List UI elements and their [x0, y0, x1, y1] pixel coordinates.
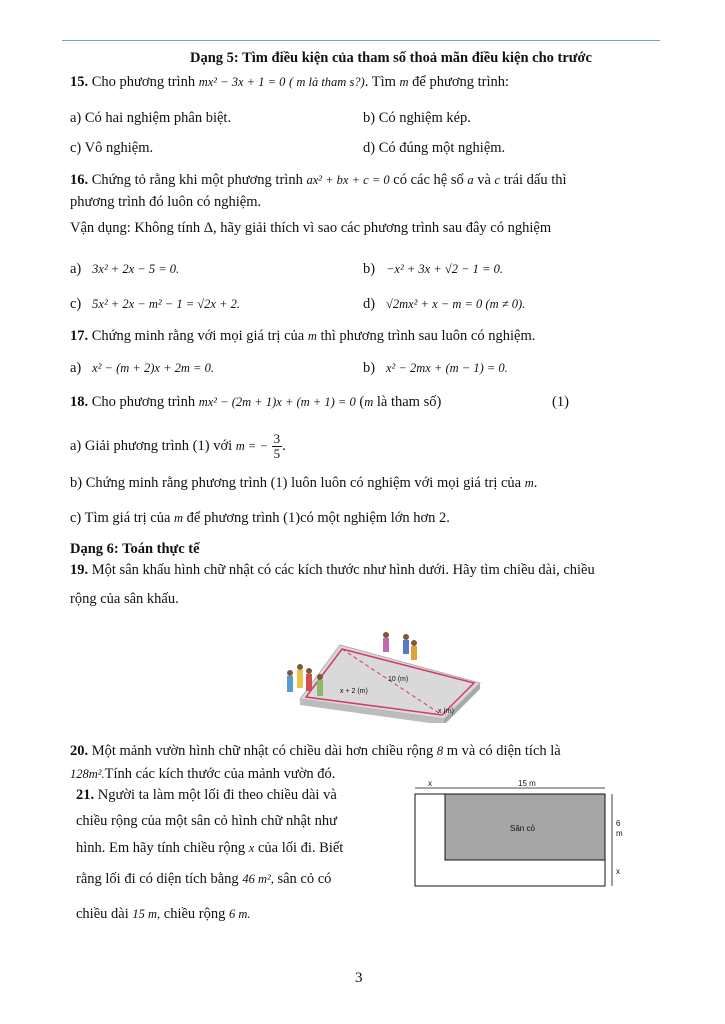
section-6-title: Dạng 6: Toán thực tế: [70, 541, 200, 557]
q18-paren: (: [359, 394, 365, 410]
q15-param-note: ( m là tham s?): [289, 75, 365, 89]
q18-fraction-den: 5: [273, 446, 281, 461]
q18-part-c: [70, 510, 450, 527]
q16-equation: ax² + bx + c = 0: [306, 173, 390, 187]
q17-stem: [70, 328, 535, 345]
q15-tail: . Tìm: [364, 74, 396, 90]
q18-part-c-text: c) Tìm giá trị của: [70, 510, 171, 526]
q15-stem: [70, 74, 509, 91]
header-rule: [62, 40, 660, 41]
q20-area: 128m².: [70, 767, 105, 781]
q15-option-d: d) Có đúng một nghiệm.: [363, 140, 506, 156]
stage-figure: [282, 623, 482, 723]
q16-part-d-label: d): [363, 296, 376, 312]
q15-stem-text: Cho phương trình: [91, 74, 196, 90]
q18-part-b-dot: .: [533, 475, 538, 491]
q16-text-b: có các hệ số: [393, 172, 464, 188]
q17-part-b: [363, 360, 508, 377]
q20-number: 20.: [70, 743, 89, 759]
q16-delta: Δ,: [203, 220, 217, 236]
q20-text: Một mảnh vườn hình chữ nhật có chiều dài hơn chiều rộng: [91, 743, 434, 759]
q18-number: 18.: [70, 394, 89, 410]
q18-tag: (1): [552, 394, 569, 410]
q18-part-c-var: m: [174, 511, 184, 525]
q20-unit-text: m và có diện tích là: [446, 743, 561, 759]
q18-part-c-text2: để phương trình: [186, 510, 280, 526]
q21-text3a: hình. Em hãy tính chiều rộng: [76, 840, 246, 856]
q16-line1: [70, 172, 567, 189]
q20-line1: [70, 743, 561, 760]
q21-text4a: rằng lối đi có diện tích bằng: [76, 871, 239, 887]
q21-text5b: chiều rộng: [163, 906, 226, 922]
q16-coef-c: c: [494, 173, 501, 187]
q21-length: 15 m,: [132, 907, 161, 921]
q16-part-c-label: c): [70, 296, 82, 312]
q21-text1: Người ta làm một lối đi theo chiều dài và: [97, 787, 337, 803]
q18-part-c-text3: có một nghiệm lớn hơn 2.: [300, 510, 450, 526]
q17-part-b-label: b): [363, 360, 376, 376]
q18-equation: mx² − (2m + 1)x + (m + 1) = 0: [198, 395, 356, 409]
fig-x-top: x: [428, 779, 432, 788]
q18-part-a-eq: m = −: [235, 438, 268, 453]
q19-number: 19.: [70, 562, 89, 578]
q18-stem-text: Cho phương trình: [91, 394, 196, 410]
q16-part-d-eq: √2mx² + x − m = 0 (m ≠ 0).: [385, 297, 526, 311]
q17-number: 17.: [70, 328, 89, 344]
field-figure: [410, 778, 632, 890]
q18-part-a: [70, 432, 286, 461]
q21-text4b: sân cỏ có: [277, 871, 332, 887]
q18-part-b-text: b) Chứng minh rằng phương trình: [70, 475, 267, 491]
q16-apply: [70, 220, 551, 237]
q21-area: 46 m²,: [242, 872, 274, 886]
section-5-title: Dạng 5: Tìm điều kiện của tham số thoả mãn điều kiện cho trước: [190, 50, 592, 66]
q15-option-c: c) Vô nghiệm.: [70, 140, 154, 156]
q16-apply-text2: hãy giải thích vì sao các phương trình sau đây có nghiệm: [220, 220, 552, 236]
q16-part-b: [363, 261, 503, 278]
q21-line1: [76, 787, 337, 804]
q16-apply-text: Vận dụng: Không tính: [70, 220, 201, 236]
q16-text-c: trái dấu thì: [503, 172, 567, 188]
q15-option-a: a) Có hai nghiệm phân biệt.: [70, 110, 232, 126]
q17-text1: Chứng minh rằng với mọi giá trị của: [91, 328, 305, 344]
q16-part-a: [70, 261, 179, 278]
q18-var: m: [364, 395, 374, 409]
q18-part-b-tag: (1): [270, 475, 288, 491]
q16-number: 16.: [70, 172, 89, 188]
q16-part-d: [363, 296, 525, 313]
q18-part-b-text2: luôn luôn có nghiệm với mọi giá trị của: [291, 475, 522, 491]
q16-part-b-eq: −x² + 3x + √2 − 1 = 0.: [385, 262, 503, 276]
q17-part-a-eq: x² − (m + 2)x + 2m = 0.: [92, 361, 214, 375]
q16-line2: phương trình đó luôn có nghiệm.: [70, 194, 262, 210]
q18-param-note: là tham số): [376, 394, 442, 410]
fig-label-left: x + 2 (m): [340, 688, 368, 695]
fig-15m: 15 m: [518, 779, 536, 788]
q15-tail2: để phương trình:: [412, 74, 510, 90]
q15-option-b: b) Có nghiệm kép.: [363, 110, 471, 126]
q21-text5a: chiều dài: [76, 906, 129, 922]
q18-part-a-text2: với: [213, 437, 233, 454]
q19-line1: [70, 562, 595, 579]
q21-number: 21.: [76, 787, 95, 803]
q16-coef-a: a: [467, 173, 474, 187]
q18-part-a-tag: (1): [192, 437, 210, 454]
q21-line3: [76, 840, 343, 857]
q15-equation: mx² − 3x + 1 = 0: [198, 75, 286, 89]
q16-part-c-eq: 5x² + 2x − m² − 1 = √2x + 2.: [92, 297, 240, 311]
fig-label-bottom: x (m): [438, 708, 454, 715]
fig-label-top: 10 (m): [388, 676, 409, 683]
q15-number: 15.: [70, 74, 89, 90]
q20-line2: [70, 766, 335, 783]
q17-var: m: [307, 329, 317, 343]
q20-value: 8: [436, 744, 444, 758]
q18-stem: [70, 394, 441, 411]
q21-line5: [76, 906, 251, 923]
q17-part-a: [70, 360, 214, 377]
q17-part-a-label: a): [70, 360, 82, 376]
q18-fraction: [272, 432, 283, 461]
q16-text-a: Chứng tỏ rằng khi một phương trình: [91, 172, 303, 188]
fig-x-right: x: [616, 867, 620, 876]
q18-part-a-text: a) Giải phương trình: [70, 437, 190, 454]
fig-six: 6: [616, 819, 621, 828]
q19-text: Một sân khấu hình chữ nhật có các kích thước như hình dưới. Hãy tìm chiều dài, chiều: [91, 562, 595, 578]
q20-text2: Tính các kích thước của mảnh vườn đó.: [104, 766, 336, 782]
q21-width: 6 m.: [229, 907, 251, 921]
fig-m: m: [616, 829, 623, 838]
q18-part-b: [70, 475, 537, 492]
q16-and: và: [477, 172, 491, 188]
q21-text3b: của lối đi. Biết: [257, 840, 344, 856]
q21-line2: chiều rộng của một sân cỏ hình chữ nhật như: [76, 813, 337, 829]
q18-fraction-num: 3: [273, 431, 281, 446]
q15-var: m: [399, 75, 409, 89]
q17-part-b-eq: x² − 2mx + (m − 1) = 0.: [385, 361, 508, 375]
q16-part-b-label: b): [363, 261, 376, 277]
q21-line4: [76, 871, 331, 888]
q18-part-c-tag: (1): [283, 510, 301, 526]
q18-part-b-var: m: [524, 476, 534, 490]
q16-part-c: [70, 296, 240, 313]
fig-grass-label: Sân cỏ: [510, 824, 535, 833]
q16-part-a-eq: 3x² + 2x − 5 = 0.: [92, 262, 180, 276]
q16-part-a-label: a): [70, 261, 82, 277]
q17-text2: thì phương trình sau luôn có nghiệm.: [320, 328, 536, 344]
q21-var-x: x: [248, 841, 255, 855]
page-number: 3: [355, 970, 363, 986]
q19-line2: rộng của sân khấu.: [70, 591, 179, 607]
q18-part-a-dot: .: [282, 437, 286, 454]
